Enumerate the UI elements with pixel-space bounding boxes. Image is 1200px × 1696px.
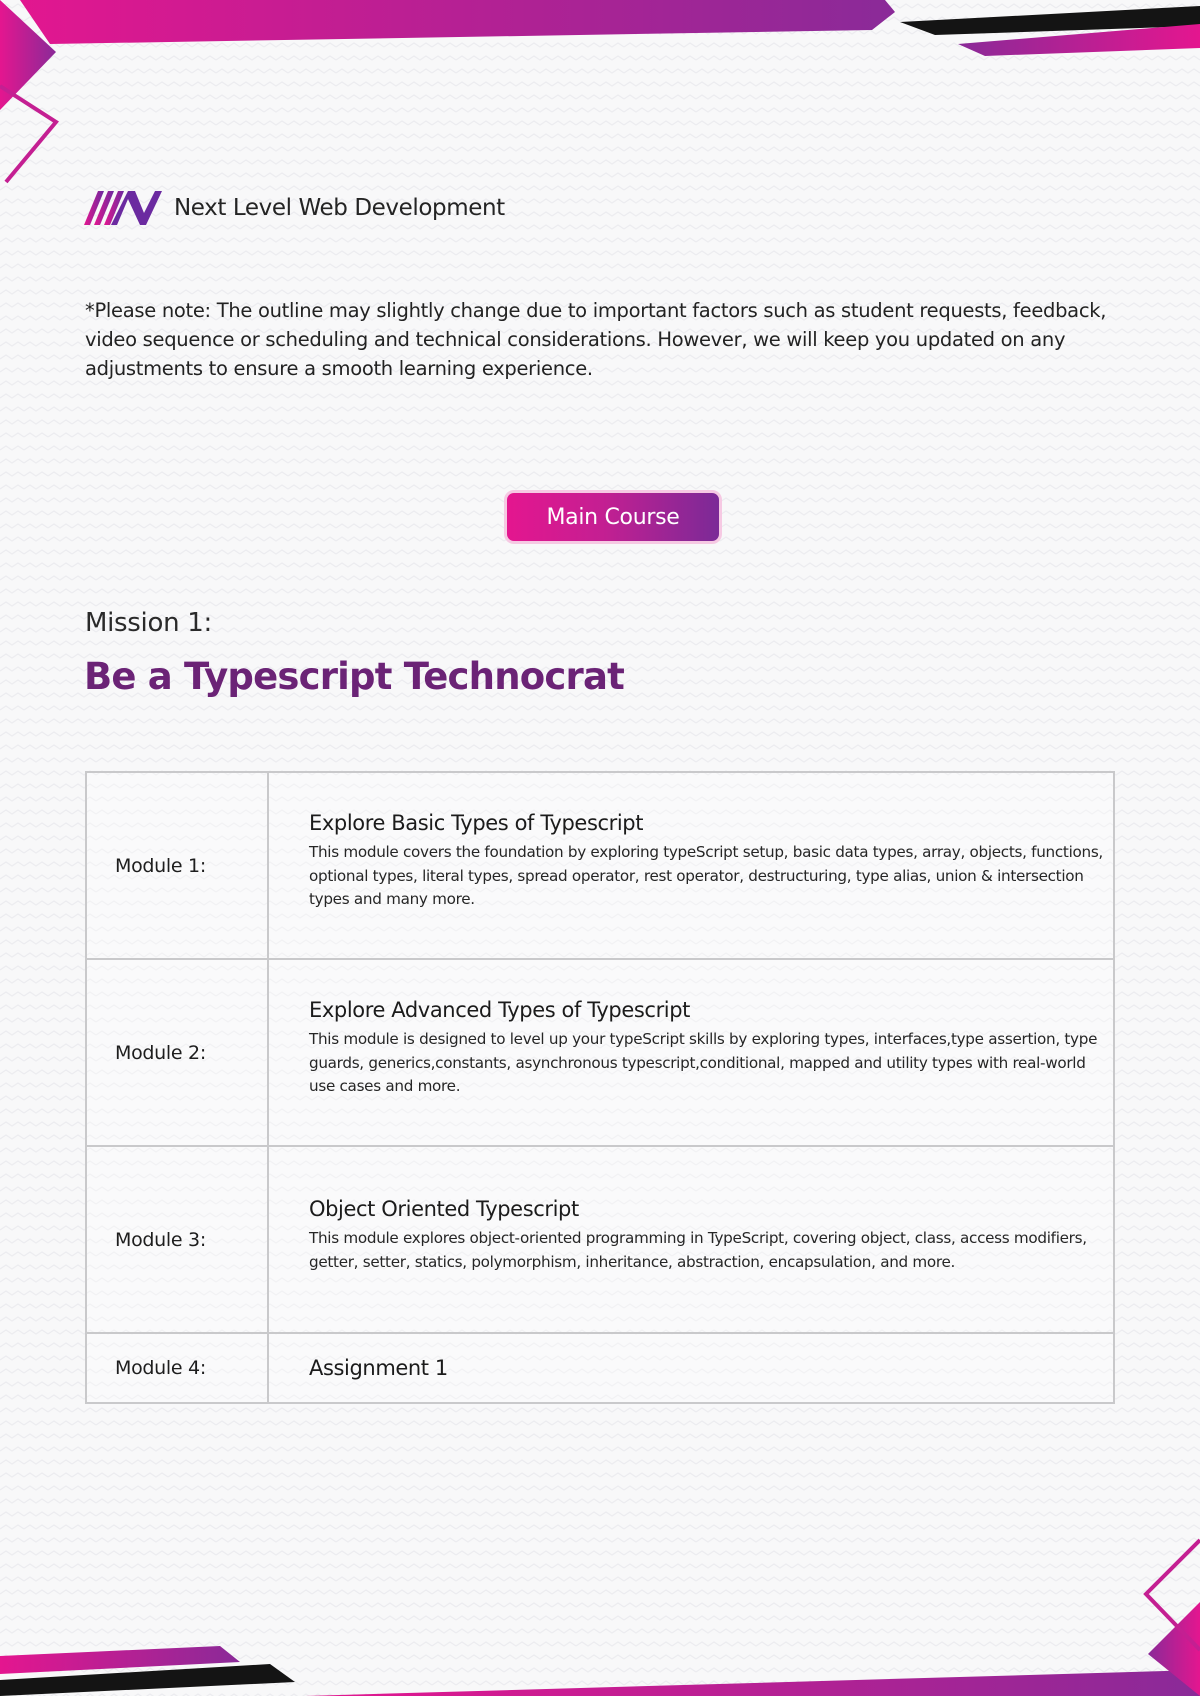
module-number: Module 4: — [86, 1333, 268, 1403]
module-description: This module is designed to level up your typeScript skills by exploring types, interfaces,type assertion, type guards, generics,constants, asynchronous typescript,conditional, mapped and utility types with real-world use cases and more. — [309, 1030, 1098, 1096]
module-content — [268, 772, 1114, 959]
brand-header — [84, 190, 505, 226]
main-course-badge: Main Course — [504, 490, 722, 544]
modules-table — [85, 771, 1115, 1404]
mission-title: Be a Typescript Technocrat — [84, 655, 624, 698]
table-row — [86, 772, 1114, 959]
outline-disclaimer-note: *Please note: The outline may slightly change due to important factors such as student requests, feedback, video sequence or scheduling and technical considerations. However, we will keep you updated on any adjustments to ensure a smooth learning experience. — [85, 299, 1107, 380]
module-number: Module 3: — [86, 1146, 268, 1333]
module-content — [268, 1146, 1114, 1333]
module-number: Module 2: — [86, 959, 268, 1146]
table-row — [86, 1333, 1114, 1403]
module-title: Explore Advanced Types of Typescript — [309, 998, 691, 1023]
module-title: Explore Basic Types of Typescript — [309, 811, 644, 836]
table-row — [86, 1146, 1114, 1333]
module-number: Module 1: — [86, 772, 268, 959]
next-level-logo-icon — [84, 191, 164, 225]
brand-name: Next Level Web Development — [174, 195, 505, 221]
module-title: Object Oriented Typescript — [309, 1197, 579, 1221]
table-row — [86, 959, 1114, 1146]
module-content — [268, 959, 1114, 1146]
module-description: This module covers the foundation by exploring typeScript setup, basic data types, array, objects, functions, optional types, literal types, spread operator, rest operator, destructuring, type alias, union & intersection types and many more. — [309, 843, 1103, 909]
module-title: Assignment 1 — [309, 1356, 448, 1380]
module-description: This module explores object-oriented programming in TypeScript, covering object, class, access modifiers, getter, setter, statics, polymorphism, inheritance, abstraction, encapsulation, and more. — [309, 1229, 1087, 1271]
mission-label: Mission 1: — [85, 608, 212, 638]
module-content — [268, 1333, 1114, 1403]
